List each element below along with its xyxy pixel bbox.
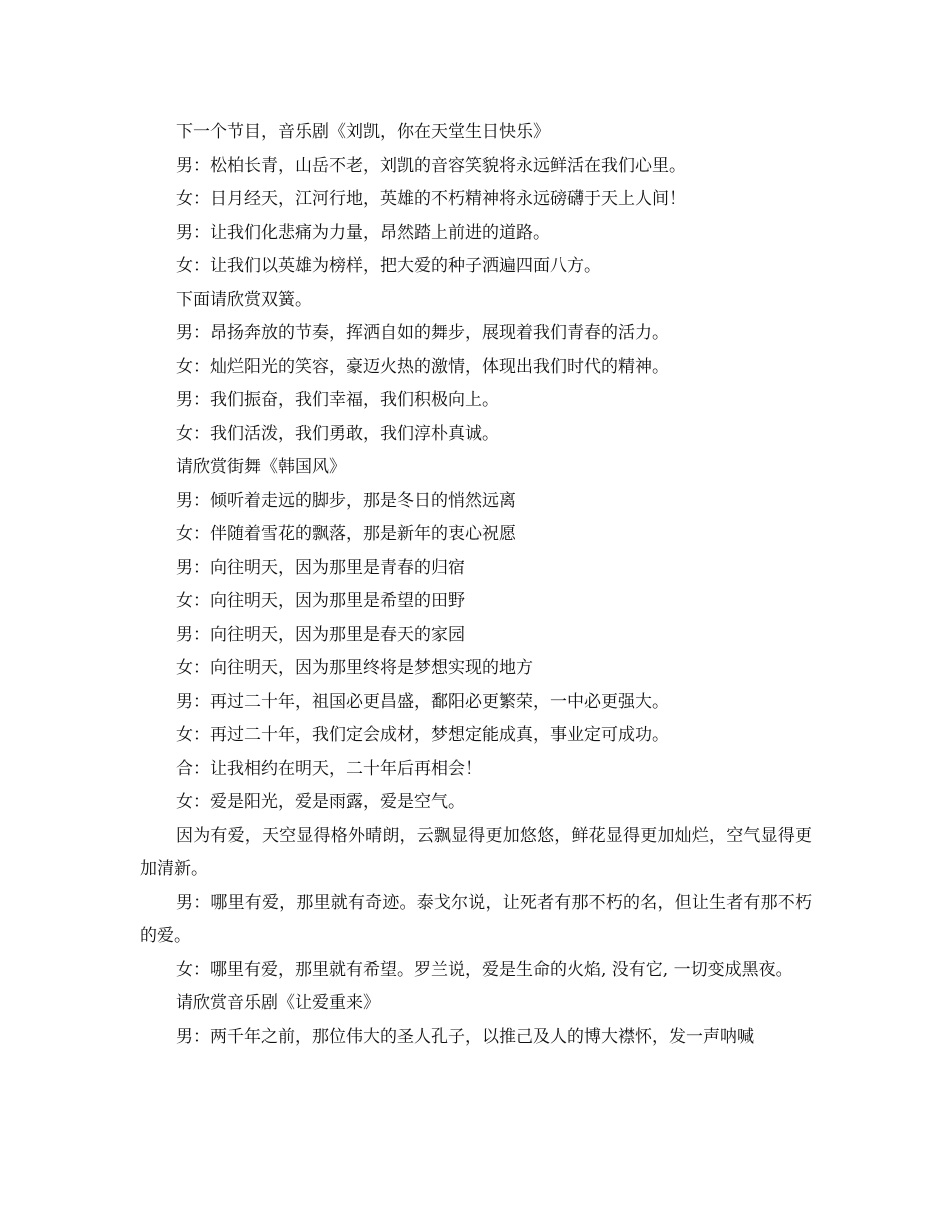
paragraph: 男：松柏长青，山岳不老，刘凯的音容笑貌将永远鲜活在我们心里。 <box>176 155 686 176</box>
paragraph: 女：再过二十年，我们定会成材，梦想定能成真，事业定可成功。 <box>176 725 669 745</box>
paragraph: 女：灿烂阳光的笑容，豪迈火热的激情，体现出我们时代的精神。 <box>176 356 669 377</box>
paragraph: 下面请欣赏双簧。 <box>176 289 312 310</box>
paragraph: 女：哪里有爱，那里就有希望。罗兰说，爱是生命的火焰, 没有它, 一切变成黑夜。 <box>176 959 793 980</box>
paragraph: 女：让我们以英雄为榜样，把大爱的种子洒遍四面八方。 <box>176 256 601 276</box>
paragraph: 男：昂扬奔放的节奏，挥洒自如的舞步，展现着我们青春的活力。 <box>176 323 669 343</box>
paragraph: 请欣赏街舞《韩国风》 <box>176 457 346 477</box>
paragraph: 女：向往明天，因为那里是希望的田野 <box>176 591 465 611</box>
paragraph: 女：爱是阳光，爱是雨露，爱是空气。 <box>176 792 465 812</box>
paragraph: 男：向往明天，因为那里是青春的归宿 <box>176 557 465 578</box>
paragraph: 男：倾听着走远的脚步，那是冬日的悄然远离 <box>176 490 516 511</box>
paragraph: 女：伴随着雪花的飘落，那是新年的衷心祝愿 <box>176 524 516 544</box>
paragraph: 男：向往明天，因为那里是春天的家园 <box>176 624 465 645</box>
paragraph: 男：哪里有爱，那里就有奇迹。泰戈尔说，让死者有那不朽的名，但让生者有那不朽的爱。 <box>140 892 812 946</box>
paragraph: 男：再过二十年，祖国必更昌盛，鄱阳必更繁荣，一中必更强大。 <box>176 691 669 712</box>
paragraph: 请欣赏音乐剧《让爱重来》 <box>176 993 380 1013</box>
paragraph: 男：让我们化悲痛为力量，昂然踏上前进的道路。 <box>176 222 550 243</box>
document-body <box>140 116 812 1054</box>
paragraph: 因为有爱，天空显得格外晴朗，云飘显得更加悠悠，鲜花显得更加灿烂，空气显得更加清新。 <box>140 825 812 879</box>
paragraph: 女：我们活泼，我们勇敢，我们淳朴真诚。 <box>176 423 499 444</box>
paragraph: 男：两千年之前，那位伟大的圣人孔子，以推己及人的博大襟怀，发一声呐喊 <box>176 1026 754 1047</box>
paragraph: 女：日月经天，江河行地，英雄的不朽精神将永远磅礴于天上人间！ <box>176 189 686 209</box>
paragraph: 女：向往明天，因为那里终将是梦想实现的地方 <box>176 658 533 678</box>
paragraph: 男：我们振奋，我们幸福，我们积极向上。 <box>176 390 499 410</box>
paragraph: 下一个节目，音乐剧《刘凯，你在天堂生日快乐》 <box>176 122 550 142</box>
paragraph: 合：让我相约在明天，二十年后再相会！ <box>176 758 482 779</box>
